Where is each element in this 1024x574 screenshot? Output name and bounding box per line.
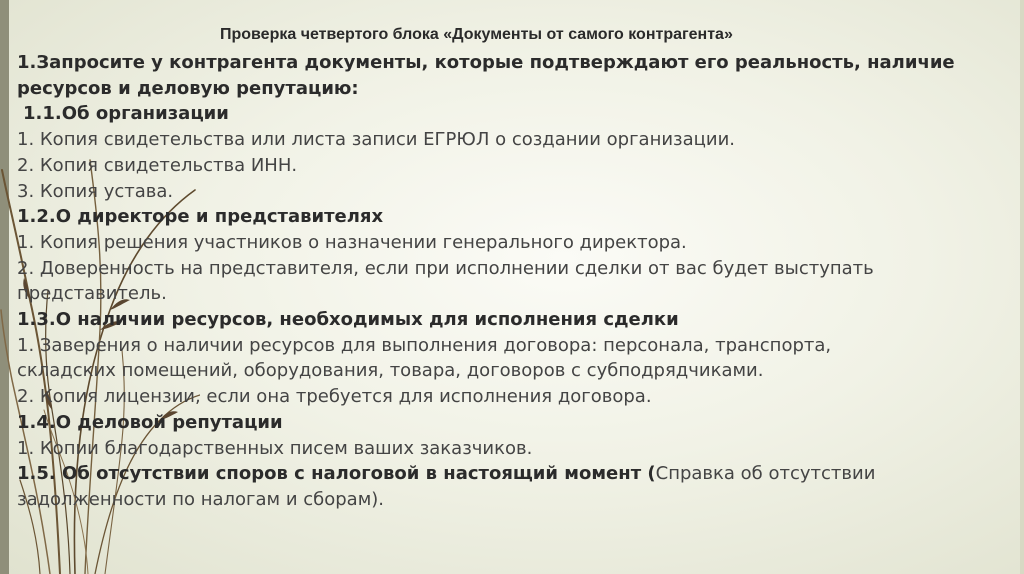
list-item: 1. Копии благодарственных писем ваших заказчиков. [17,437,533,459]
section-title-tax [17,461,1017,487]
list-item: 2. Доверенность на представителя, если при исполнении сделки от вас будет выступать [17,257,874,279]
list-item: 1. Копия решения участников о назначении генерального директора. [17,231,687,253]
list-item: представитель. [17,283,167,305]
right-accent-band [1020,0,1024,574]
list-item: 1. Копия свидетельства или листа записи ЕГРЮЛ о создании организации. [17,129,736,151]
list-item: складских помещений, оборудования, товара, договоров с субподрядчиками. [17,360,764,382]
section-title-reputation: 1.4.О деловой репутации [17,411,283,433]
section-title-director: 1.2.О директоре и представителях [17,206,384,228]
list-item: 2. Копия лицензии, если она требуется для исполнения договора. [17,386,652,408]
list-item: задолженности по налогам и сборам). [17,488,385,510]
section-title-tax-rest: Справка об отсутствии [655,463,876,485]
section-title-organization: 1.1.Об организации [23,103,229,125]
list-item: 3. Копия устава. [17,180,174,202]
section-title-resources: 1.3.О наличии ресурсов, необходимых для исполнения сделки [17,309,679,331]
heading-line-2: ресурсов и деловую репутацию: [17,77,359,99]
section-title-tax-bold: 1.5. Об отсутствии споров с налоговой в настоящий момент ( [17,463,656,485]
heading-line-1: 1.Запросите у контрагента документы, которые подтверждают его реальность, наличие [17,52,955,73]
list-item: 2. Копия свидетельства ИНН. [17,154,298,176]
slide-body [17,50,1017,513]
list-item: 1. Заверения о наличии ресурсов для выполнения договора: персонала, транспорта, [17,334,832,356]
slide-title: Проверка четвертого блока «Документы от самого контрагента» [220,26,733,43]
